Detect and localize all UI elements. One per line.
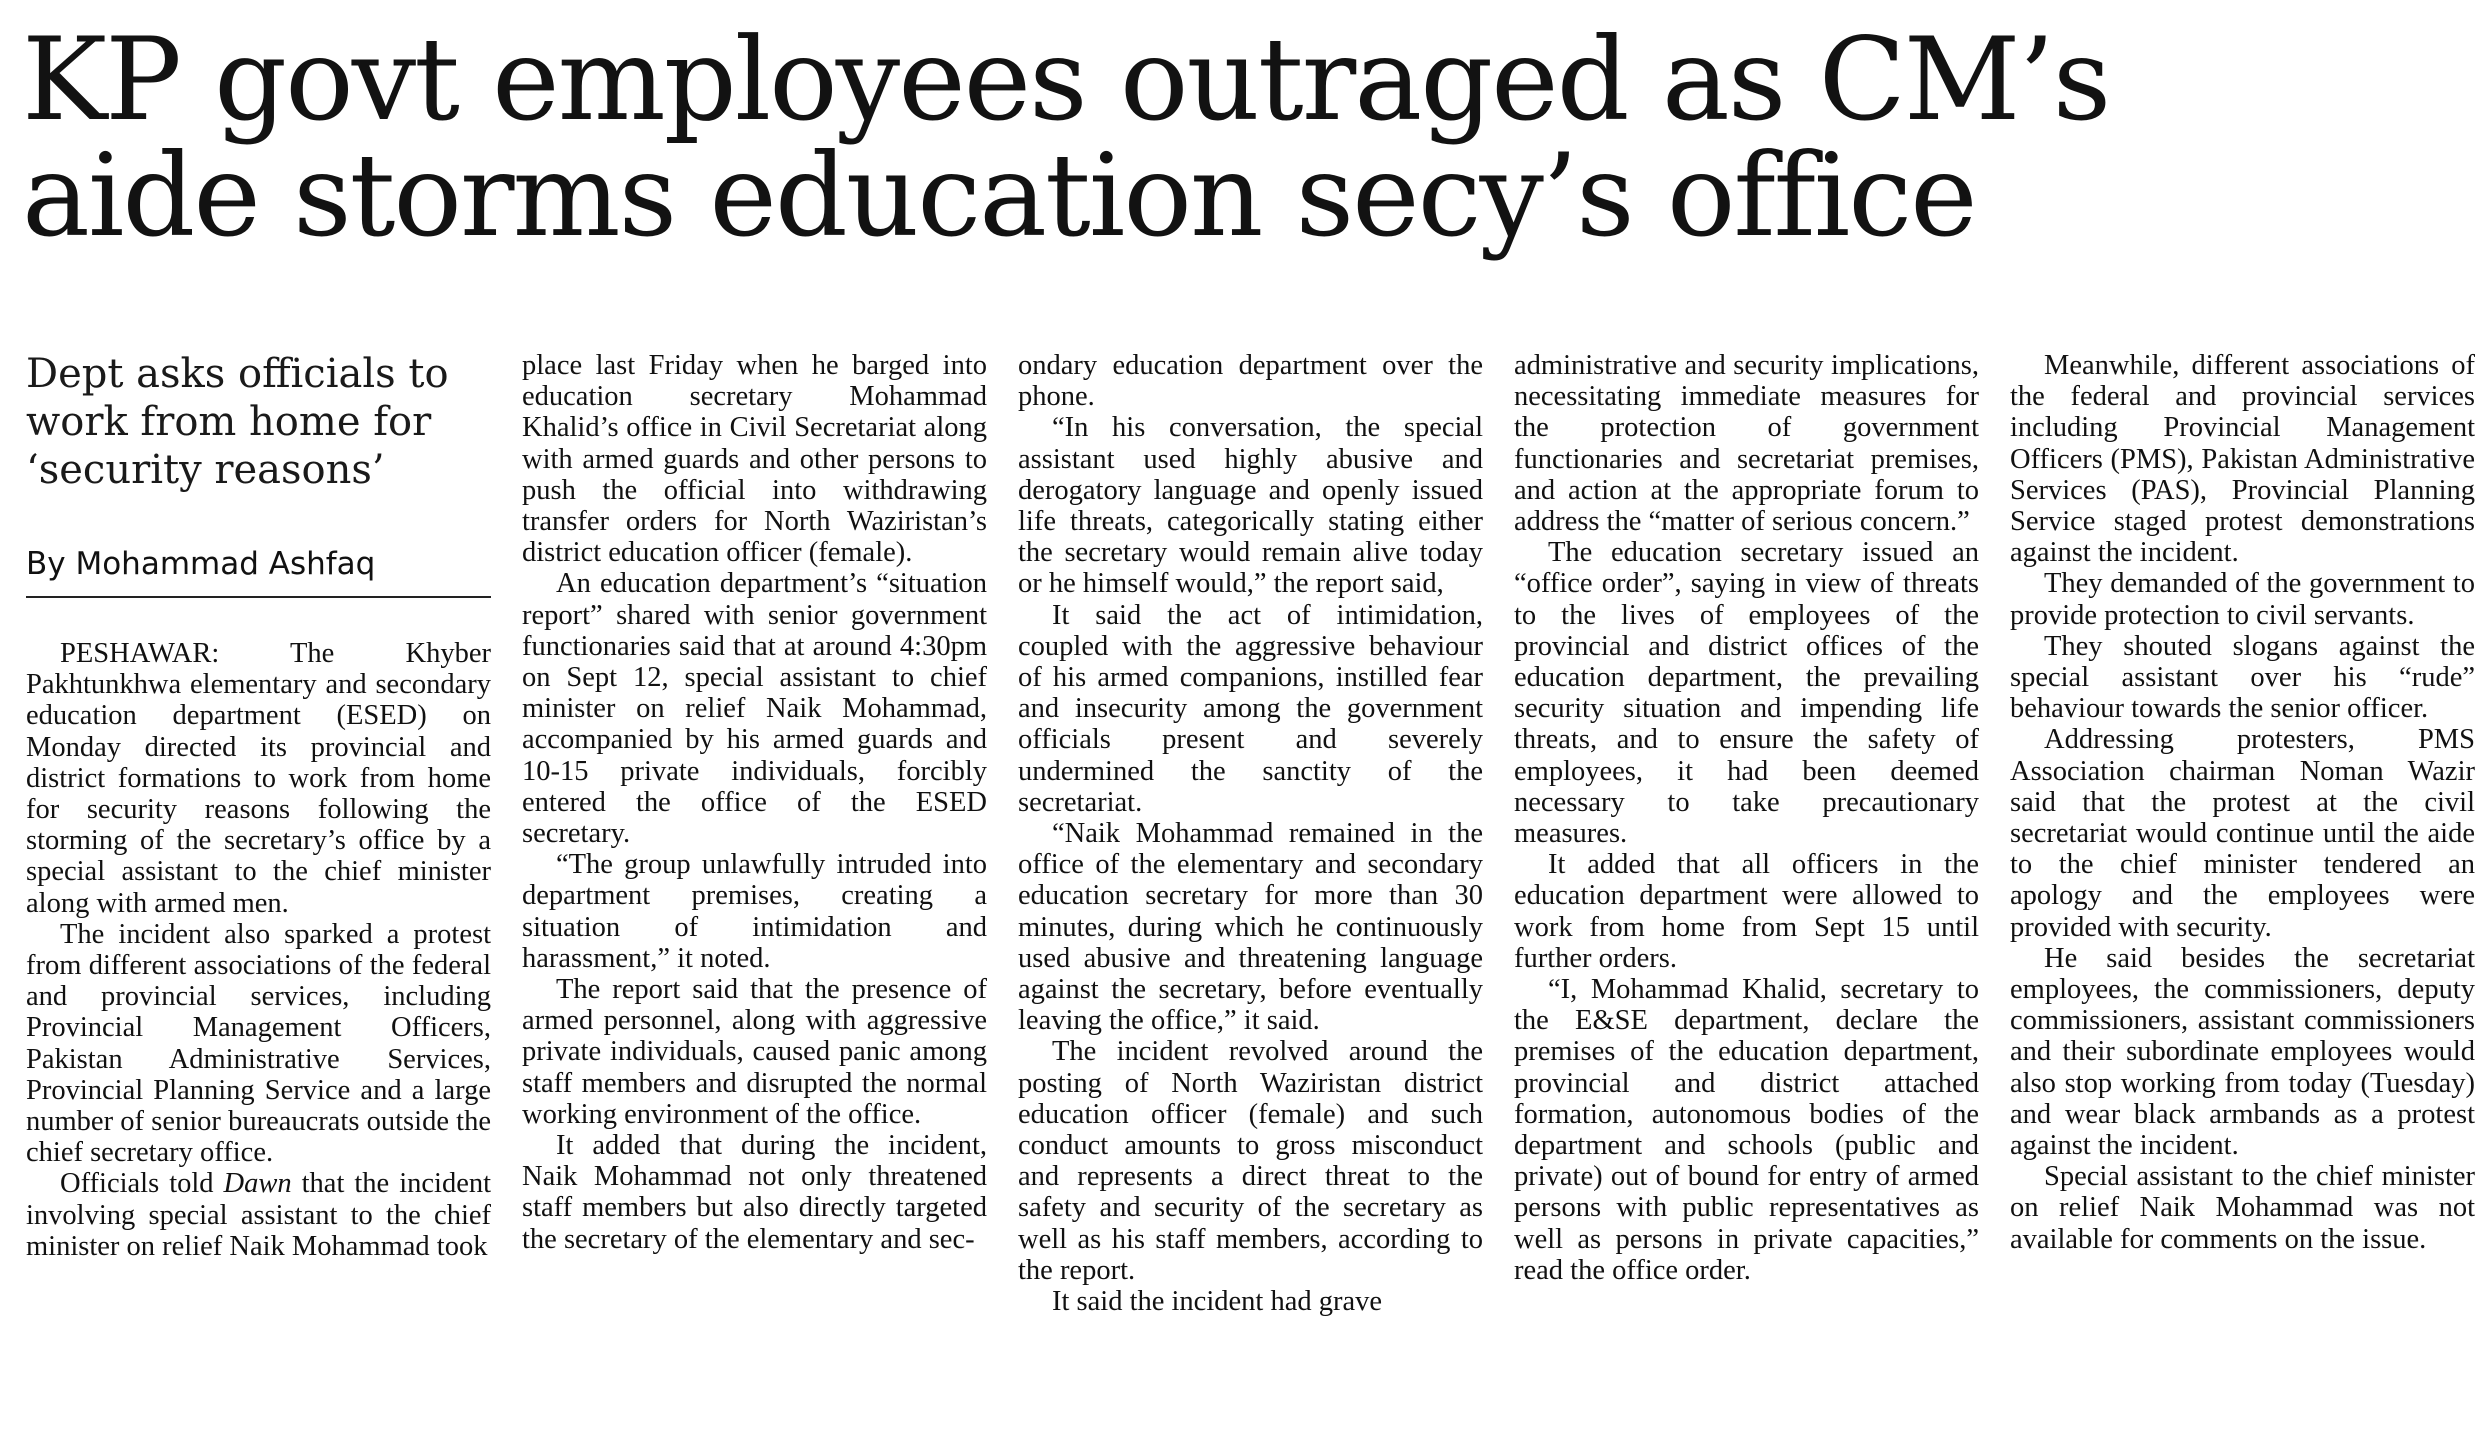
paragraph: It said the act of intimidation, coupled with the aggressive behaviour of his armed companions, instilled fear and insecurity among the government officials present and severely undermined the sanctity of the secretariat.: [1018, 599, 1483, 818]
paragraph: Meanwhile, different associations of the federal and provincial services including Provincial Management Officers (PMS), Pakistan Administrative Services (PAS), Provincial Planning Service staged protest demonstrations against the incident.: [2010, 350, 2475, 569]
paragraph: It said the incident had grave: [1052, 1286, 1383, 1318]
paragraph: They demanded of the government to provide protection to civil servants.: [2010, 568, 2475, 631]
paragraph: They shouted slogans against the special assistant over his “rude” behaviour towards the senior officer.: [2010, 630, 2475, 725]
paragraph: “The group unlawfully intruded into department premises, creating a situation of intimidation and harassment,” it noted.: [522, 849, 987, 974]
paragraph: The education secretary issued an “office order”, saying in view of threats to the lives of employees of the provincial and district offices of the education department, the prevailing security situation and impending life threats, and to ensure the safety of employees, it had been deemed necessary to take precautionary measures.: [1514, 537, 1979, 850]
paragraph: He said besides the secretariat employees, the commissioners, deputy commissioners, assistant commissioners and their subordinate employees would also stop working from today (Tuesday) and wear black armbands as a protest against the incident.: [2010, 942, 2475, 1162]
paragraph: place last Friday when he barged into education secretary Mohammad Khalid’s office in Civil Secretariat along with armed guards and other persons to push the official into withdrawing transfer orders for North Waziristan’s district education officer (female).: [522, 350, 987, 569]
paragraph: “I, Mohammad Khalid, secretary to the E&SE department, declare the premises of the education department, provincial and district attached formation, autonomous bodies of the department and schools (public and private) out of bound for entry of armed persons with public representatives as well as persons in private capacities,” read the office order.: [1514, 974, 1979, 1286]
publication-name: Dawn: [223, 1168, 292, 1200]
article-column-2: [522, 350, 987, 1445]
article-column-4: [1514, 350, 1979, 1445]
paragraph: [26, 1168, 491, 1262]
byline: By Mohammad Ashfaq: [26, 544, 491, 598]
headline: [22, 13, 2472, 262]
paragraph: Special assistant to the chief minister on relief Naik Mohammad was not available for comments on the issue.: [2010, 1161, 2475, 1255]
headline-line-1: KP govt employees outraged as CM’s: [22, 13, 2110, 146]
paragraph: It added that during the incident, Naik Mohammad not only threatened staff members but also directly targeted the secretary of the elementary and sec-: [522, 1130, 987, 1255]
paragraph: An education department’s “situation report” shared with senior government functionaries said that at around 4:30pm on Sept 12, special assistant to chief minister on relief Naik Mohammad, accompanied by his armed guards and 10-15 private individuals, forcibly entered the office of the ESED secretary.: [522, 568, 987, 850]
headline-line-2: aide storms education secy’s office: [22, 129, 1976, 262]
article-column-5: [2010, 350, 2475, 1445]
paragraph: “Naik Mohammad remained in the office of the elementary and secondary education secretary for more than 30 minutes, during which he continuously used abusive and threatening language against the secretary, before eventually leaving the office,” it said.: [1018, 818, 1483, 1037]
paragraph: The incident revolved around the posting of North Waziristan district education officer (female) and such conduct amounts to gross misconduct and represents a direct threat to the safety and security of the secretary as well as his staff members, according to the report.: [1018, 1036, 1483, 1286]
text-span: Officials told: [60, 1168, 224, 1200]
article-column-1: [26, 350, 491, 1445]
paragraph: It added that all officers in the education department were allowed to work from home from Sept 15 until further orders.: [1514, 849, 1979, 974]
paragraph: administrative and security implications, necessitating immediate measures for the protection of government functionaries and secretariat premises, and action at the appropriate forum to address the “matter of serious concern.”: [1514, 350, 1979, 538]
paragraph: Addressing protesters, PMS Association chairman Noman Wazir said that the protest at the civil secretariat would continue until the aide to the chief minister tendered an apology and the employees were provided with security.: [2010, 724, 2475, 943]
paragraph: The incident also sparked a protest from different associations of the federal and provincial services, including Provincial Management Officers, Pakistan Administrative Services, Provincial Planning Service and a large number of senior bureaucrats outside the chief secretary office.: [26, 918, 491, 1169]
text-span: that the incident involving special assistant to the chief minister on relief Naik Mohammad took: [26, 1168, 491, 1262]
deck-subheading: Dept asks officials to work from home for ‘security reasons’: [26, 351, 449, 493]
paragraph: “In his conversation, the special assistant used highly abusive and derogatory language and openly issued life threats, categorically stating either the secretary would remain alive today or he himself would,” the report said,: [1018, 412, 1483, 600]
article-column-3: [1018, 350, 1483, 1445]
paragraph: ondary education department over the phone.: [1018, 350, 1483, 413]
paragraph: The report said that the presence of armed personnel, along with aggressive private individuals, caused panic among staff members and disrupted the normal working environment of the office.: [522, 974, 987, 1130]
paragraph: PESHAWAR: The Khyber Pakhtunkhwa elementary and secondary education department (ESED) on Monday directed its provincial and district formations to work from home for security reasons following the storming of the secretary’s office by a special assistant to the chief minister along with armed men.: [26, 638, 491, 919]
